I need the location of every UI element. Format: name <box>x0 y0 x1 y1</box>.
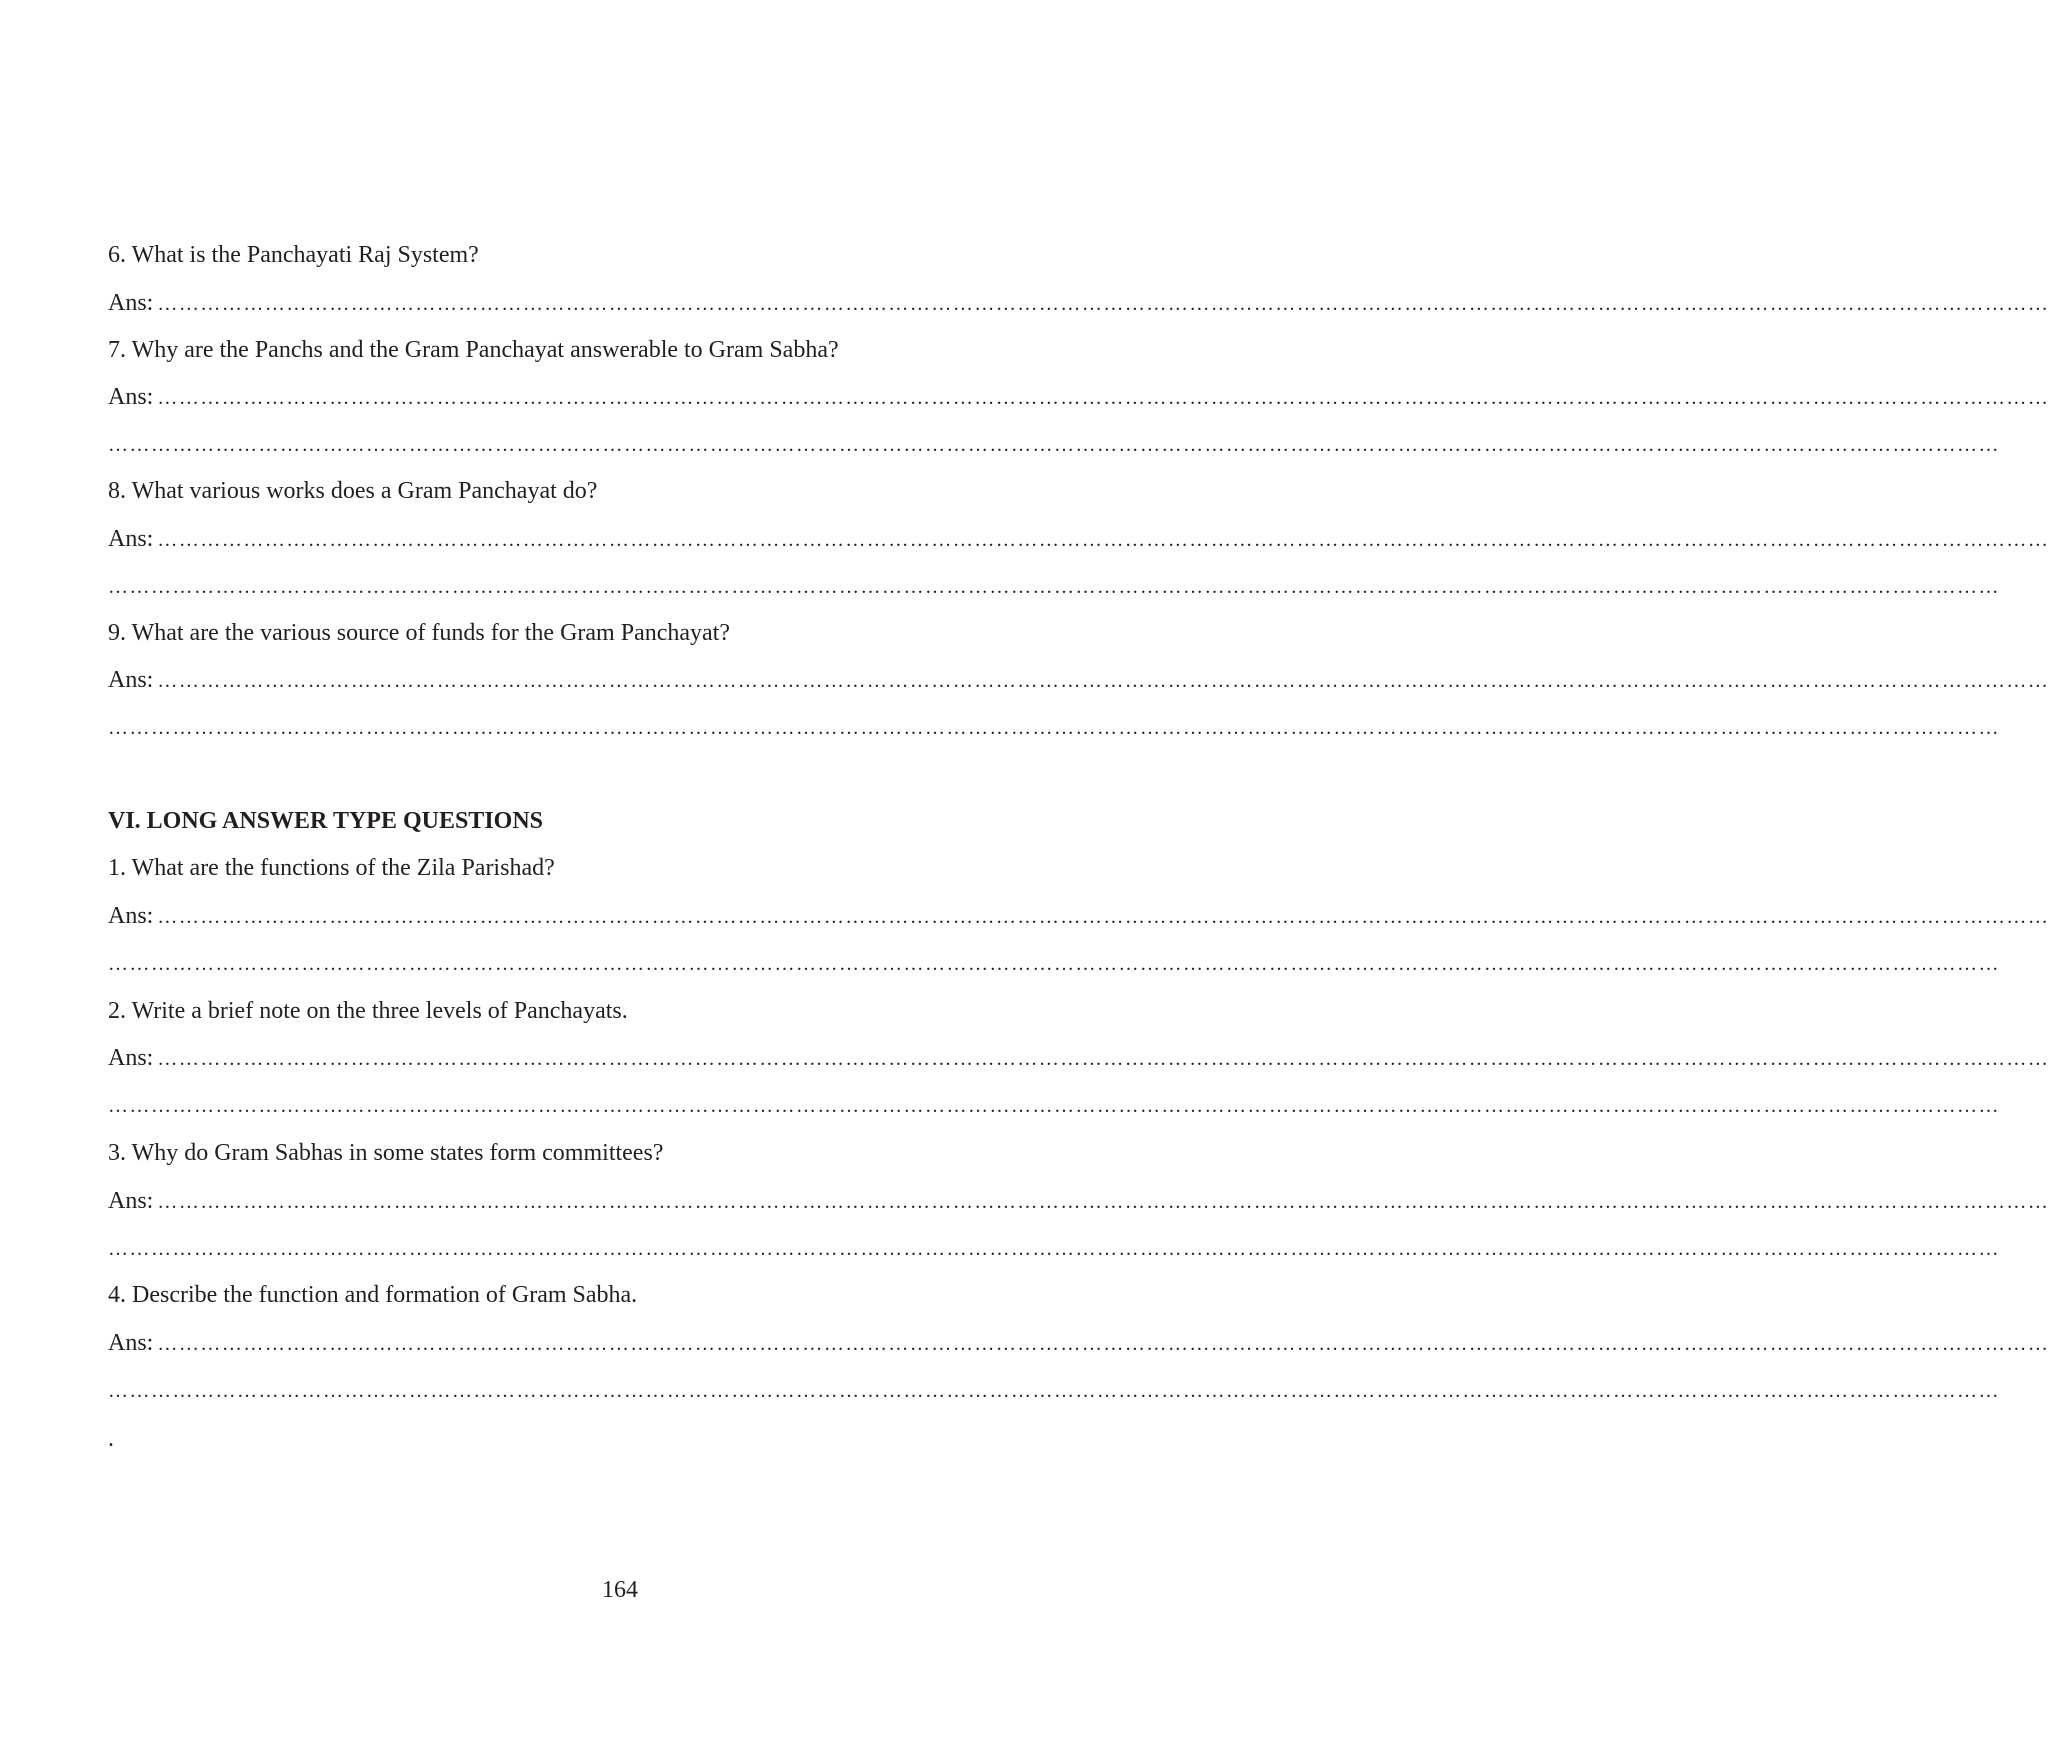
long-question-1: 1. What are the functions of the Zila Parishad? <box>108 855 555 881</box>
answer-continuation-line <box>108 1091 2000 1121</box>
dot-leader: ………………………………………………………………………………………………………………………………………………………………………………………………………………………………………… <box>108 1095 2000 1117</box>
dot-leader: ………………………………………………………………………………………………………………………………………………………………………………………………………………………………………… <box>157 670 2049 692</box>
stray-mark: . <box>108 1426 114 1452</box>
question-7: 7. Why are the Panchs and the Gram Panchayat answerable to Gram Sabha? <box>108 337 839 363</box>
long-question-2: 2. Write a brief note on the three levels of Panchayats. <box>108 998 628 1024</box>
section-heading: VI. LONG ANSWER TYPE QUESTIONS <box>108 808 543 834</box>
question-9: 9. What are the various source of funds for the Gram Panchayat? <box>108 620 730 646</box>
question-8: 8. What various works does a Gram Panchayat do? <box>108 478 598 504</box>
long-question-3: 3. Why do Gram Sabhas in some states form committees? <box>108 1140 664 1166</box>
answer-label: Ans: <box>108 667 154 693</box>
answer-continuation-line <box>108 949 2000 979</box>
dot-leader: ………………………………………………………………………………………………………………………………………………………………………………………………………………………………………… <box>108 1238 2000 1260</box>
answer-continuation-line <box>108 430 2000 460</box>
answer-continuation-line <box>108 1234 2000 1264</box>
question-6: 6. What is the Panchayati Raj System? <box>108 242 479 268</box>
answer-label: Ans: <box>108 1188 154 1214</box>
long-question-4: 4. Describe the function and formation of Gram Sabha. <box>108 1282 638 1308</box>
dot-leader: ………………………………………………………………………………………………………………………………………………………………………………………………………………………………………… <box>108 434 2000 456</box>
answer-label: Ans: <box>108 290 154 316</box>
answer-continuation-line <box>108 713 2000 743</box>
answer-line <box>108 382 2049 413</box>
answer-line <box>108 1043 2049 1074</box>
dot-leader: ………………………………………………………………………………………………………………………………………………………………………………………………………………………………………… <box>157 1333 2049 1355</box>
dot-leader: ………………………………………………………………………………………………………………………………………………………………………………………………………………………………………… <box>157 906 2049 928</box>
answer-label: Ans: <box>108 526 154 552</box>
answer-label: Ans: <box>108 1330 154 1356</box>
dot-leader: ………………………………………………………………………………………………………………………………………………………………………………………………………………………………………… <box>157 293 2049 315</box>
dot-leader: ………………………………………………………………………………………………………………………………………………………………………………………………………………………………………… <box>157 1191 2049 1213</box>
dot-leader: ………………………………………………………………………………………………………………………………………………………………………………………………………………………………………… <box>108 717 2000 739</box>
answer-label: Ans: <box>108 1045 154 1071</box>
dot-leader: ………………………………………………………………………………………………………………………………………………………………………………………………………………………………………… <box>157 387 2049 409</box>
answer-line <box>108 665 2049 696</box>
dot-leader: ………………………………………………………………………………………………………………………………………………………………………………………………………………………………………… <box>157 529 2049 551</box>
dot-leader: ………………………………………………………………………………………………………………………………………………………………………………………………………………………………………… <box>108 576 2000 598</box>
answer-continuation-line <box>108 1376 2000 1406</box>
answer-continuation-line <box>108 572 2000 602</box>
answer-label: Ans: <box>108 903 154 929</box>
answer-line <box>108 524 2049 555</box>
answer-line <box>108 288 2049 319</box>
answer-line <box>108 1328 2049 1359</box>
page-number: 164 <box>602 1577 638 1603</box>
answer-line <box>108 901 2049 932</box>
answer-label: Ans: <box>108 384 154 410</box>
answer-line <box>108 1186 2049 1217</box>
dot-leader: ………………………………………………………………………………………………………………………………………………………………………………………………………………………………………… <box>157 1048 2049 1070</box>
dot-leader: ………………………………………………………………………………………………………………………………………………………………………………………………………………………………………… <box>108 1380 2000 1402</box>
dot-leader: ………………………………………………………………………………………………………………………………………………………………………………………………………………………………………… <box>108 953 2000 975</box>
